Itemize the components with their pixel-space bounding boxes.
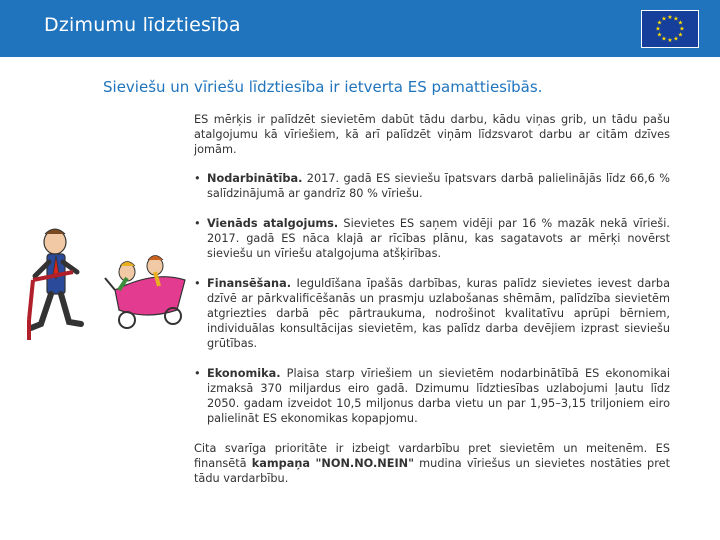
slide-subtitle: Sieviešu un vīriešu līdztiesība ir ietverta ES pamattiesībās. — [103, 78, 543, 96]
bullet-term: Finansēšana. — [207, 277, 291, 290]
campaign-name: kampaņa "NON.NO.NEIN" — [251, 457, 415, 470]
bullet-term: Nodarbinātība. — [207, 172, 303, 185]
bullet-text: Sievietes ES saņem vidēji par 16 % mazāk nekā vīrieši. 2017. gadā ES nāca klajā ar rīcības plānu, kas sagatavots ar mērķi novērst sieviešu un vīriešu atalgojuma atšķirības. — [207, 217, 670, 260]
svg-text:★: ★ — [655, 25, 661, 33]
list-item-employment: • Nodarbinātība. 2017. gadā ES sieviešu īpatsvars darbā palielinājās līdz 66,6 % salīdzinājumā ar gandrīz 80 % vīriešu. — [194, 172, 670, 200]
bullet-text: Plaisa starp vīriešiem un sievietēm nodarbinātībā ES ekonomikai izmaksā 370 miljardus eiro gadā. Dzimumu līdztiesības uzlabojumi ļautu līdz 2050. gadam izveidot 10,5 miljonus darba vietu un par 1,95–3,15 triljoniem eiro palielināt ES ekonomikas kopapjomu. — [207, 367, 670, 425]
bullet-term: Ekonomika. — [207, 367, 281, 380]
list-item-funding: • Finansēšana. Ieguldīšana īpašās darbības, kuras palīdz sievietes ievest darba dzīvē ar pārkvalificēšanās un prasmju uzlabošanas shēmām, palīdzība sievietēm atgriezties darbā pēc pārtraukuma, nodrošinot kvalitatīvu aprūpi bērniem, individuālas konsultācijas sievietēm, kas palīdz darba devējiem izprast sieviešu grūtības. — [194, 277, 670, 350]
svg-text:★: ★ — [677, 19, 684, 27]
bullet-text: 2017. gadā ES sieviešu īpatsvars darbā palielinājās līdz 66,6 % salīdzinājumā ar gandrīz 80 % vīriešu. — [207, 172, 670, 200]
eu-flag-icon — [641, 10, 699, 48]
svg-text:★: ★ — [673, 15, 679, 23]
svg-text:★: ★ — [667, 14, 673, 21]
svg-text:★: ★ — [667, 37, 673, 44]
svg-text:★: ★ — [661, 35, 667, 43]
slide-title: Dzimumu līdztiesība — [44, 14, 241, 36]
list-item-economy: • Ekonomika. Plaisa starp vīriešiem un sievietēm nodarbinātībā ES ekonomikai izmaksā 370 miljardus eiro gadā. Dzimumu līdztiesības uzlabojumi ļautu līdz 2050. gadam izveidot 10,5 miljonus darba vietu un par 1,95–3,15 triljoniem eiro palielināt ES ekonomikas kopapjomu. — [194, 367, 670, 425]
closing-paragraph: Cita svarīga prioritāte ir izbeigt vardarbību pret sievietēm un meitenēm. ES finansētā kampaņa "NON.NO.NEIN" mudina vīriešus un sievietes nostāties pret tādu vardarbību. — [194, 442, 670, 485]
list-item-equal-pay: • Vienāds atalgojums. Sievietes ES saņem vidēji par 16 % mazāk nekā vīrieši. 2017. gadā ES nāca klajā ar rīcības plānu, kas sagatavots ar mērķi novērst sieviešu un vīriešu atalgojuma atšķirības. — [194, 217, 670, 260]
svg-text:★: ★ — [677, 31, 684, 39]
svg-text:★: ★ — [679, 25, 685, 33]
svg-text:★: ★ — [661, 15, 667, 23]
svg-text:★: ★ — [656, 31, 663, 39]
slide-body — [194, 112, 670, 500]
intro-paragraph: ES mērķis ir palīdzēt sievietēm dabūt tādu darbu, kādu viņas grib, un tādu pašu atalgojumu kā vīriešiem, kā arī palīdzēt viņām līdzsvarot darbu ar citām dzīves jomām. — [194, 113, 670, 156]
svg-text:★: ★ — [656, 19, 663, 27]
bullet-list — [194, 171, 670, 426]
slide-header — [0, 0, 720, 57]
bullet-term: Vienāds atalgojums. — [207, 217, 339, 230]
bullet-text: Ieguldīšana īpašās darbības, kuras palīdz sievietes ievest darba dzīvē ar pārkvalificēšanās un prasmju uzlabošanas shēmām, palīdzība sievietēm atgriezties darbā pēc pārtraukuma, nodrošinot kvalitatīvu aprūpi bērniem, individuālas konsultācijas sievietēm, kas palīdz darba devējiem izprast sieviešu grūtības. — [207, 277, 670, 350]
svg-text:★: ★ — [673, 35, 679, 43]
gender-equality-illustration — [15, 220, 195, 350]
